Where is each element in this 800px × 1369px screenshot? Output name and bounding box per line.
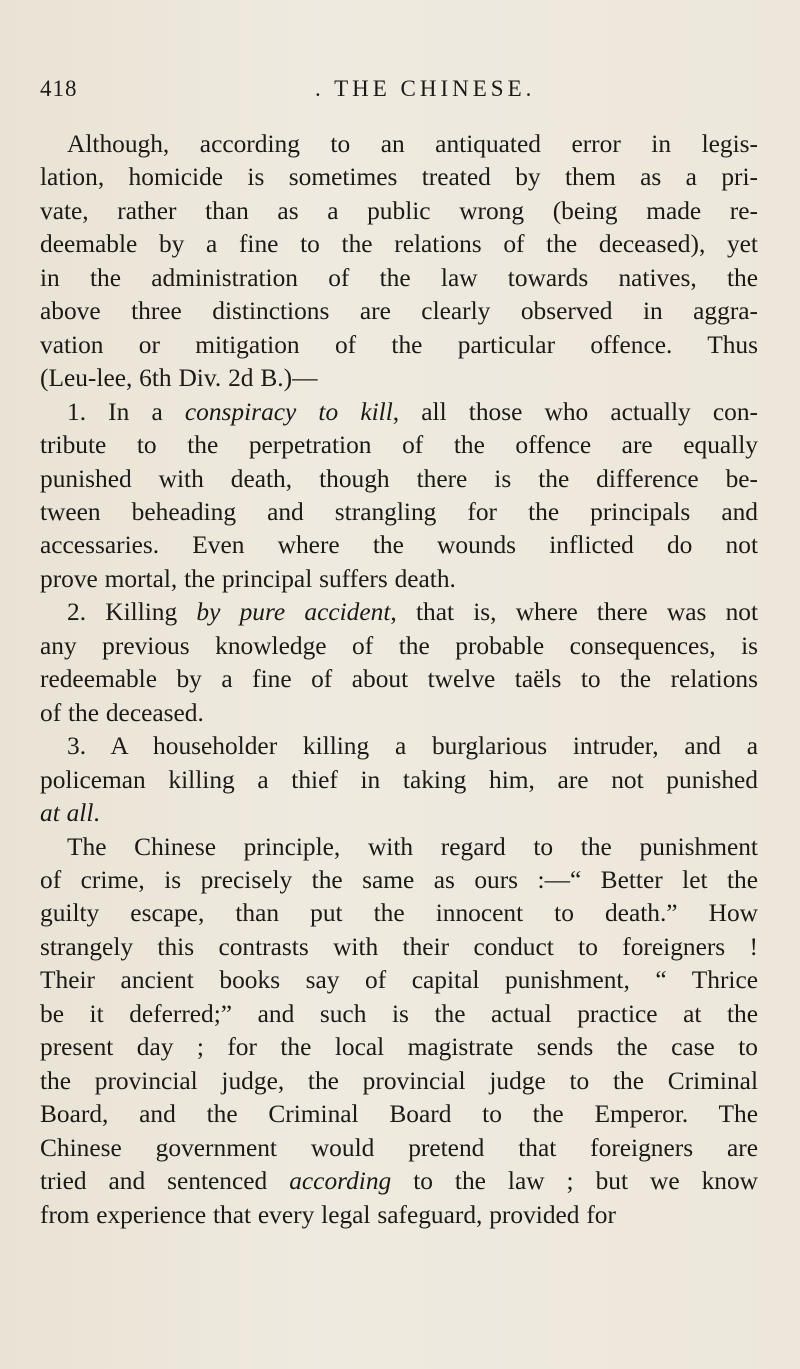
text-line: [40, 663, 758, 696]
italic-phrase: according: [289, 1167, 392, 1196]
text-line: [40, 529, 758, 562]
running-head: . THE CHINESE.: [315, 76, 536, 101]
text-line: [40, 1199, 758, 1232]
text-line: [40, 329, 758, 362]
text-segment: tried and sentenced: [40, 1167, 290, 1196]
text-segment: 2. Killing: [67, 598, 197, 627]
text-line: [40, 831, 758, 864]
text-segment: , all those who actually con-: [392, 397, 758, 426]
text-segment: Board, and the Criminal Board to the Emperor. The: [40, 1100, 758, 1129]
text-line: [40, 964, 758, 997]
text-segment: guilty escape, than put the innocent to death.” How: [40, 899, 758, 928]
text-segment: redeemable by a fine of about twelve taëls to the relations: [40, 665, 758, 694]
text-segment: in the administration of the law towards natives, the: [40, 263, 758, 292]
text-line: [40, 1165, 758, 1198]
text-segment: .: [93, 799, 100, 828]
text-line: [40, 362, 758, 395]
text-segment: prove mortal, the principal suffers death.: [40, 564, 456, 593]
text-line: [40, 463, 758, 496]
text-line: [40, 596, 758, 629]
text-segment: 3. A householder killing a burglarious intruder, and a: [67, 732, 758, 761]
text-segment: above three distinctions are clearly observed in aggra-: [40, 297, 758, 326]
text-segment: tween beheading and strangling for the principals and: [40, 497, 758, 526]
text-segment: The Chinese principle, with regard to the punishment: [67, 832, 758, 861]
text-line: [40, 1065, 758, 1098]
text-segment: (Leu-lee, 6th Div. 2d B.)—: [40, 364, 318, 393]
text-line: [40, 931, 758, 964]
body-text: [40, 128, 758, 1232]
text-line: [40, 1132, 758, 1165]
text-line: [40, 496, 758, 529]
text-segment: be it deferred;” and such is the actual practice at the: [40, 999, 758, 1028]
text-segment: policeman killing a thief in taking him, are not punished: [40, 765, 758, 794]
text-segment: punished with death, though there is the difference be-: [40, 464, 758, 493]
text-line: [40, 429, 758, 462]
text-segment: tribute to the perpetration of the offence are equally: [40, 431, 758, 460]
text-line: [40, 998, 758, 1031]
text-segment: strangely this contrasts with their conduct to foreigners !: [40, 932, 758, 961]
text-segment: Chinese government would pretend that foreigners are: [40, 1133, 758, 1162]
italic-phrase: at all: [40, 799, 94, 828]
text-segment: 1. In a: [67, 397, 185, 426]
italic-phrase: conspiracy to kill: [184, 397, 393, 426]
text-line: [40, 764, 758, 797]
text-line: [40, 1098, 758, 1131]
text-line: [40, 161, 758, 194]
italic-phrase: by pure accident: [196, 598, 391, 627]
text-segment: to the law ; but we know: [391, 1167, 758, 1196]
text-segment: accessaries. Even where the wounds inflicted do not: [40, 531, 758, 560]
text-line: [40, 228, 758, 261]
text-line: [40, 864, 758, 897]
text-segment: lation, homicide is sometimes treated by them as a pri-: [40, 163, 758, 192]
text-line: [40, 630, 758, 663]
text-segment: vate, rather than as a public wrong (being made re-: [40, 196, 758, 225]
text-line: [40, 730, 758, 763]
text-line: [40, 262, 758, 295]
text-segment: deemable by a fine to the relations of the deceased), yet: [40, 230, 758, 259]
text-line: [40, 563, 758, 596]
text-segment: any previous knowledge of the probable consequences, is: [40, 631, 758, 660]
text-line: [40, 1031, 758, 1064]
text-segment: the provincial judge, the provincial judge to the Criminal: [40, 1066, 758, 1095]
text-line: [40, 128, 758, 161]
text-segment: of the deceased.: [40, 698, 204, 727]
text-segment: from experience that every legal safeguard, provided for: [40, 1200, 616, 1229]
text-segment: Although, according to an antiquated error in legis-: [67, 130, 758, 158]
text-line: [40, 195, 758, 228]
text-segment: , that is, where there was not: [390, 598, 759, 627]
text-line: [40, 396, 758, 429]
text-line: [40, 697, 758, 730]
text-segment: present day ; for the local magistrate sends the case to: [40, 1033, 758, 1062]
text-segment: Their ancient books say of capital punishment, “ Thrice: [40, 966, 758, 995]
page-header: [40, 76, 720, 116]
text-segment: of crime, is precisely the same as ours :—“ Better let the: [40, 865, 758, 894]
text-line: [40, 897, 758, 930]
text-segment: vation or mitigation of the particular offence. Thus: [40, 330, 758, 359]
page-number: 418: [40, 76, 78, 101]
text-line: [40, 797, 758, 830]
text-line: [40, 295, 758, 328]
